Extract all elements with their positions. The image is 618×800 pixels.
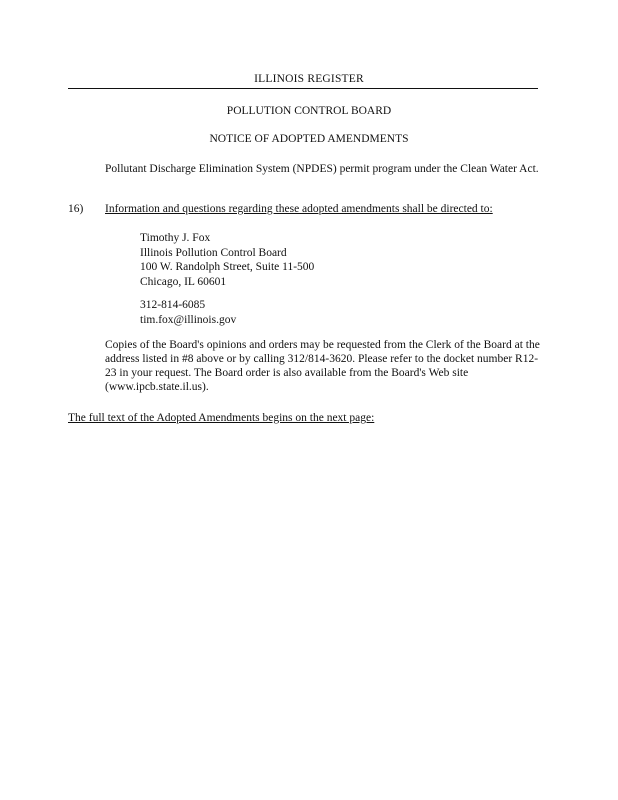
contact-address-block — [140, 231, 314, 289]
intro-paragraph: Pollutant Discharge Elimination System (NPDES) permit program under the Clean Water Act. — [105, 163, 539, 175]
contact-email: tim.fox@illinois.gov — [140, 313, 237, 326]
contact-name: Timothy J. Fox — [140, 232, 211, 244]
contact-phone: 312-814-6085 — [140, 299, 206, 311]
item-number: 16) — [68, 203, 84, 215]
item-text: Information and questions regarding these adopted amendments shall be directed to: — [105, 203, 493, 215]
register-title: ILLINOIS REGISTER — [254, 73, 364, 85]
contact-street: 100 W. Randolph Street, Suite 11-500 — [140, 261, 315, 273]
board-name: POLLUTION CONTROL BOARD — [226, 105, 392, 117]
copies-paragraph: Copies of the Board's opinions and orders may be requested from the Clerk of the Board at the address listed in #8 above or by calling 312/814-3620. Please refer to the docket number R12-23 in your request. The Board order is also available from the Board's Web site (www.ipcb.state.il.us). — [105, 339, 540, 393]
header-rule — [68, 88, 538, 89]
full-text-notice: The full text of the Adopted Amendments begins on the next page: — [68, 412, 375, 424]
contact-city: Chicago, IL 60601 — [140, 275, 227, 288]
contact-reach-block — [140, 298, 236, 327]
notice-title: NOTICE OF ADOPTED AMENDMENTS — [209, 133, 409, 145]
contact-organization: Illinois Pollution Control Board — [140, 246, 287, 259]
